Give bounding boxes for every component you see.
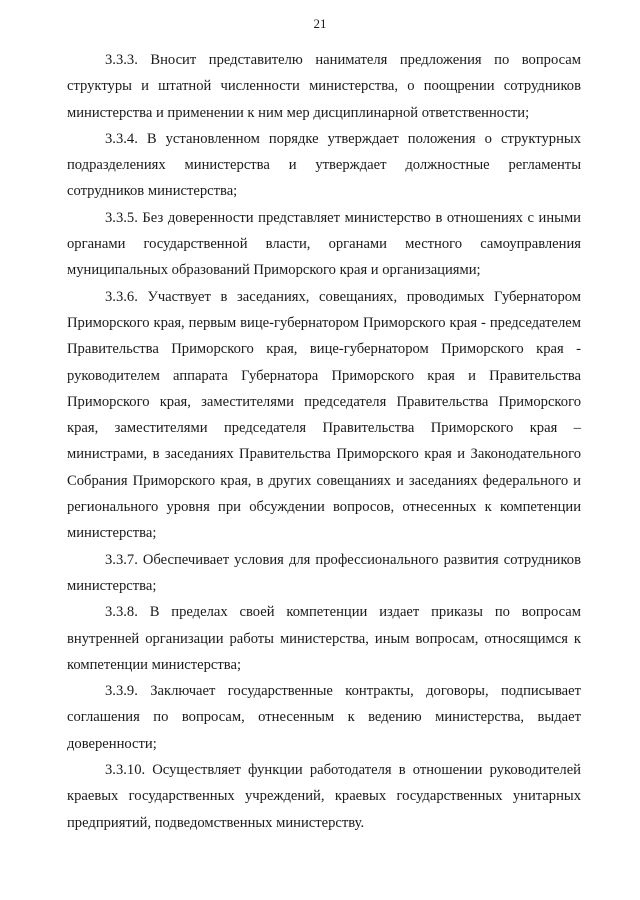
- paragraph-3-3-8: 3.3.8. В пределах своей компетенции издает приказы по вопросам внутренней организации работы министерства, иным вопросам, относящимся к компетенции министерства;: [67, 604, 581, 673]
- paragraph-3-3-5: 3.3.5. Без доверенности представляет министерство в отношениях с иными органами государственной власти, органами местного самоуправления муниципальных образований Приморского края и организациями;: [67, 209, 581, 279]
- paragraph-3-3-9: 3.3.9. Заключает государственные контракты, договоры, подписывает соглашения по вопросам, отнесенным к ведению министерства, выдает доверенности;: [67, 683, 581, 752]
- paragraph-3-3-7: 3.3.7. Обеспечивает условия для профессионального развития сотрудников министерства;: [67, 551, 581, 594]
- paragraph-3-3-10: 3.3.10. Осуществляет функции работодателя в отношении руководителей краевых государственных учреждений, краевых государственных унитарных предприятий, подведомственных министерству.: [67, 762, 581, 831]
- document-body: [67, 47, 581, 836]
- page-number: 21: [313, 16, 327, 31]
- paragraph-3-3-6: 3.3.6. Участвует в заседаниях, совещаниях, проводимых Губернатором Приморского края, первым вице-губернатором Приморского края - председателем Правительства Приморского края, вице-губернатором Приморского края - руководителем аппарата Губернатора Приморского края и Правительства Приморского края, заместителями председателя Правительства Приморского края, заместителями председателя Правительства Приморского края – министрами, в заседаниях Правительства Приморского края и Законодательного Собрания Приморского края, в других совещаниях и заседаниях федерального и регионального уровня при обсуждении вопросов, отнесенных к компетенции министерства;: [67, 288, 581, 542]
- paragraph-3-3-4: 3.3.4. В установленном порядке утверждает положения о структурных подразделениях министерства и утверждает должностные регламенты сотрудников министерства;: [67, 130, 581, 200]
- paragraph-3-3-3: 3.3.3. Вносит представителю нанимателя предложения по вопросам структуры и штатной численности министерства, о поощрении сотрудников министерства и применении к ним мер дисциплинарной ответственности;: [67, 52, 581, 121]
